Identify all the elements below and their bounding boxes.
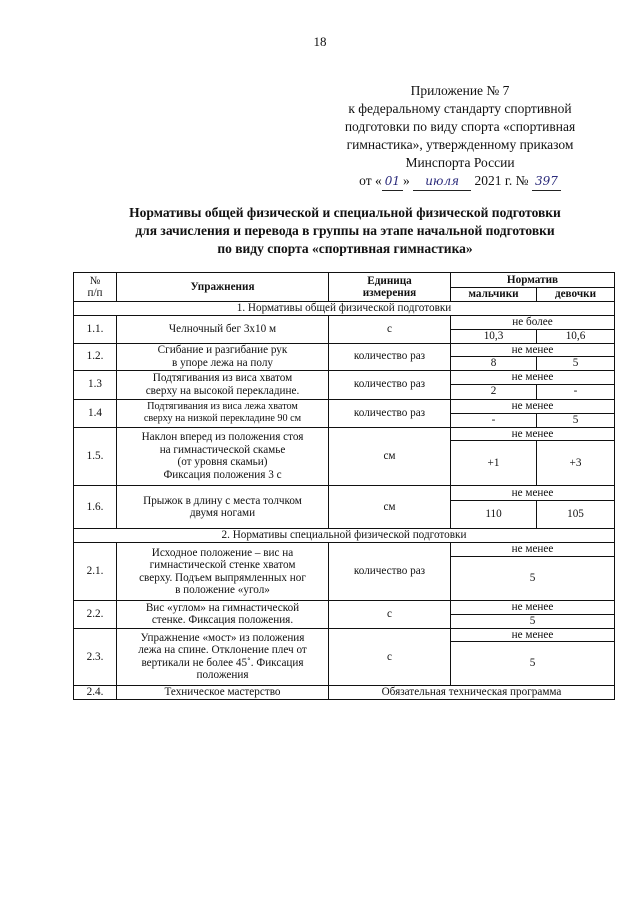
row-condition: не менее — [451, 628, 615, 642]
row-condition: не менее — [451, 370, 615, 384]
handwritten-number: 397 — [532, 172, 561, 191]
row-num: 2.1. — [74, 543, 117, 601]
handwritten-month: июля — [413, 172, 471, 191]
appendix-line: к федеральному стандарту спортивной — [348, 101, 572, 116]
row-unit: количество раз — [329, 543, 451, 601]
title-line: Нормативы общей физической и специальной физической подготовки — [129, 205, 561, 220]
row-condition: не менее — [451, 543, 615, 557]
document-title — [60, 204, 630, 258]
appendix-line: Приложение № 7 — [410, 83, 510, 98]
title-line: по виду спорта «спортивная гимнастика» — [217, 241, 473, 256]
row-girls: 5 — [537, 357, 615, 371]
title-line: для зачисления и перевода в группы на этапе начальной подготовки — [135, 223, 555, 238]
row-num: 2.3. — [74, 628, 117, 686]
row-boys: 110 — [451, 501, 537, 529]
row-num: 2.2. — [74, 601, 117, 629]
row-condition: не менее — [451, 486, 615, 501]
header-unit: Единица измерения — [329, 273, 451, 302]
page-number: 18 — [313, 34, 327, 49]
row-unit: количество раз — [329, 399, 451, 427]
row-exercise: Техническое мастерство — [117, 686, 329, 700]
row-exercise: Подтягивания из виса лежа хватом сверху на низкой перекладине 90 см — [117, 399, 329, 427]
row-unit: см — [329, 486, 451, 529]
handwritten-day: 01 — [382, 172, 403, 191]
row-unit: количество раз — [329, 370, 451, 399]
row-boys: +1 — [451, 441, 537, 486]
row-exercise: Подтягивания из виса хватом сверху на высокой перекладине. — [117, 370, 329, 399]
section-heading: 1. Нормативы общей физической подготовки — [74, 302, 615, 316]
appendix-header — [300, 82, 620, 191]
row-girls: 10,6 — [537, 330, 615, 344]
row-girls: 105 — [537, 501, 615, 529]
row-num: 1.2. — [74, 343, 117, 370]
row-value: 5 — [451, 615, 615, 629]
appendix-line: подготовки по виду спорта «спортивная — [344, 119, 576, 134]
appendix-line: гимнастика», утвержденному приказом — [346, 137, 574, 152]
row-exercise: Исходное положение – вис на гимнастической стенке хватом сверху. Подъем выпрямленных ног в положение «угол» — [117, 543, 329, 601]
header-boys: мальчики — [451, 288, 537, 302]
row-girls: 5 — [537, 413, 615, 427]
row-num: 2.4. — [74, 686, 117, 700]
row-girls: +3 — [537, 441, 615, 486]
appendix-line: Минспорта России — [405, 155, 515, 170]
row-boys: 10,3 — [451, 330, 537, 344]
header-exercise: Упражнения — [117, 273, 329, 302]
row-boys: 2 — [451, 384, 537, 399]
row-num: 1.6. — [74, 486, 117, 529]
row-unit: с — [329, 628, 451, 686]
row-num: 1.3 — [74, 370, 117, 399]
row-boys: - — [451, 413, 537, 427]
row-condition: не более — [451, 316, 615, 330]
header-num: № п/п — [74, 273, 117, 302]
date-prefix: от « — [359, 173, 382, 188]
row-exercise: Наклон вперед из положения стоя на гимнастической скамье (от уровня скамьи) Фиксация положения 3 с — [117, 427, 329, 486]
date-mid: » — [403, 173, 410, 188]
row-exercise: Упражнение «мост» из положения лежа на спине. Отклонение плеч от вертикали не более 45˚. Фиксация положения — [117, 628, 329, 686]
row-unit: с — [329, 316, 451, 344]
row-condition: не менее — [451, 343, 615, 357]
row-value: 5 — [451, 642, 615, 686]
row-program: Обязательная техническая программа — [329, 686, 615, 700]
row-boys: 8 — [451, 357, 537, 371]
row-unit: с — [329, 601, 451, 629]
row-unit: количество раз — [329, 343, 451, 370]
row-exercise: Сгибание и разгибание рук в упоре лежа на полу — [117, 343, 329, 370]
row-condition: не менее — [451, 427, 615, 441]
row-condition: не менее — [451, 601, 615, 615]
header-norm: Норматив — [451, 273, 615, 288]
row-num: 1.4 — [74, 399, 117, 427]
row-value: 5 — [451, 557, 615, 601]
section-heading: 2. Нормативы специальной физической подготовки — [74, 529, 615, 543]
row-unit: см — [329, 427, 451, 486]
row-exercise: Челночный бег 3х10 м — [117, 316, 329, 344]
appendix-date — [300, 172, 620, 191]
row-exercise: Вис «углом» на гимнастической стенке. Фиксация положения. — [117, 601, 329, 629]
header-girls: девочки — [537, 288, 615, 302]
row-exercise: Прыжок в длину с места толчком двумя ногами — [117, 486, 329, 529]
row-num: 1.5. — [74, 427, 117, 486]
row-num: 1.1. — [74, 316, 117, 344]
norms-table — [73, 272, 615, 700]
row-condition: не менее — [451, 399, 615, 413]
row-girls: - — [537, 384, 615, 399]
date-year: 2021 г. № — [474, 173, 529, 188]
